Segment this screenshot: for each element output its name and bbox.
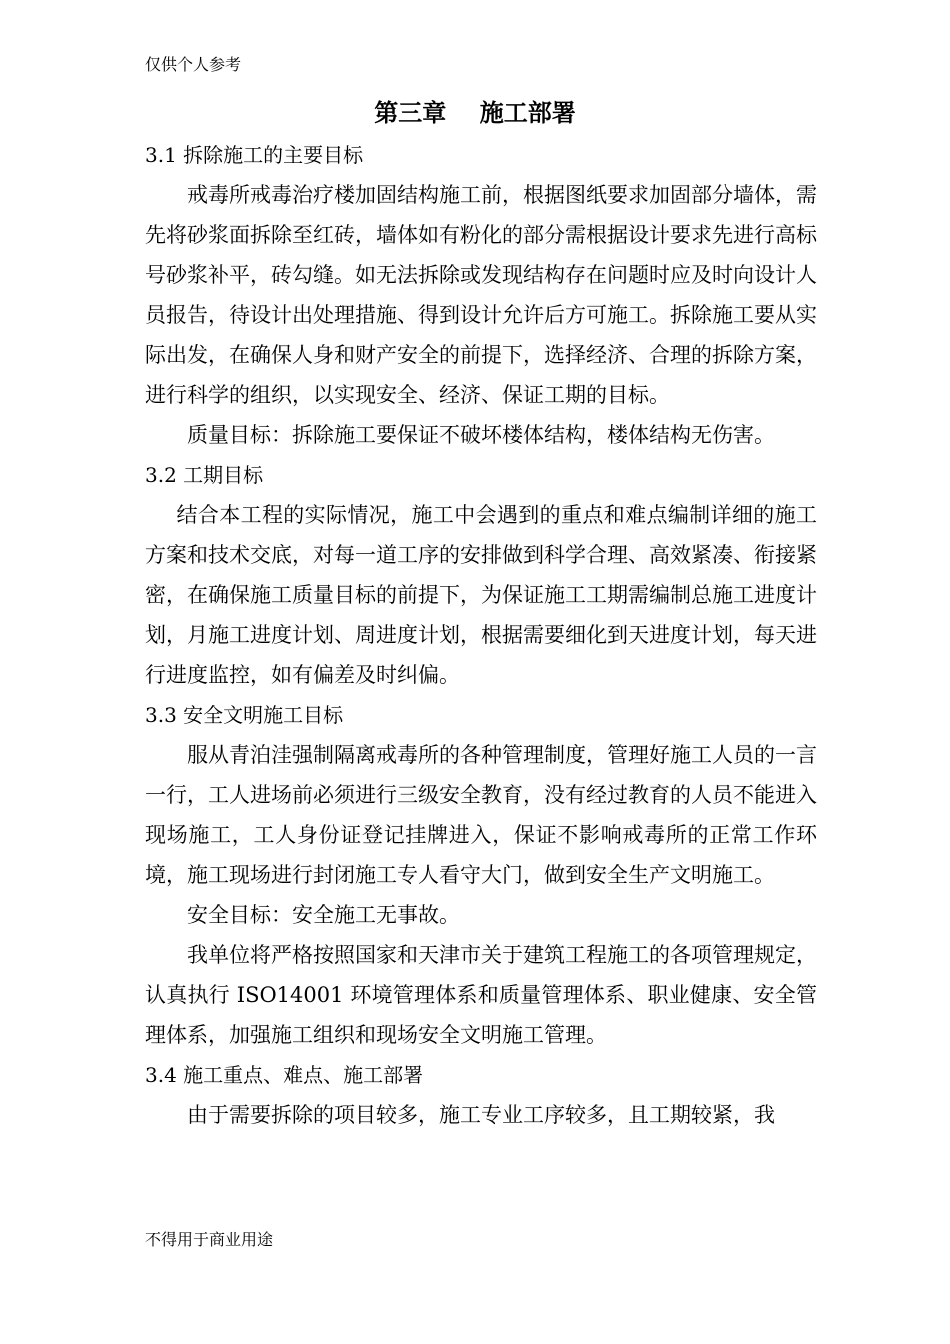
paragraph: 戒毒所戒毒治疗楼加固结构施工前，根据图纸要求加固部分墙体，需先将砂浆面拆除至红砖，墙体如有粉化的部分需根据设计要求先进行高标号砂浆补平，砖勾缝。如无法拆除或发现结构存在问题时应及时向设计人员报告，待设计出处理措施、得到设计允许后方可施工。拆除施工要从实际出发，在确保人身和财产安全的前提下，选择经济、合理的拆除方案，进行科学的组织，以实现安全、经济、保证工期的目标。: [145, 183, 817, 407]
header-note: 仅供个人参考: [145, 55, 242, 74]
paragraph: 服从青泊洼强制隔离戒毒所的各种管理制度，管理好施工人员的一言一行，工人进场前必须进行三级安全教育，没有经过教育的人员不能进入现场施工，工人身份证登记挂牌进入，保证不影响戒毒所的正常工作环境，施工现场进行封闭施工专人看守大门，做到安全生产文明施工。: [145, 743, 817, 887]
paragraph: 由于需要拆除的项目较多，施工专业工序较多，且工期较紧，我: [187, 1103, 775, 1127]
paragraph: 质量目标：拆除施工要保证不破坏楼体结构，楼体结构无伤害。: [187, 423, 775, 447]
paragraph: 安全目标：安全施工无事故。: [187, 903, 460, 927]
paragraph: 我单位将严格按照国家和天津市关于建筑工程施工的各项管理规定，认真执行 ISO14001 环境管理体系和质量管理体系、职业健康、安全管理体系，加强施工组织和现场安全文明施工管理。: [145, 943, 817, 1047]
section-heading-3-4: 3.4 施工重点、难点、施工部署: [145, 1063, 424, 1087]
section-heading-3-3: 3.3 安全文明施工目标: [145, 703, 344, 727]
section-heading-3-2: 3.2 工期目标: [145, 463, 264, 487]
paragraph: 结合本工程的实际情况，施工中会遇到的重点和难点编制详细的施工方案和技术交底，对每一道工序的安排做到科学合理、高效紧凑、衔接紧密，在确保施工质量目标的前提下，为保证施工工期需编制总施工进度计划，月施工进度计划、周进度计划，根据需要细化到天进度计划，每天进行进度监控，如有偏差及时纠偏。: [145, 503, 817, 687]
section-heading-3-1: 3.1 拆除施工的主要目标: [145, 143, 364, 167]
document-body: [145, 135, 817, 1135]
footer-note: 不得用于商业用途: [145, 1230, 274, 1249]
chapter-title: 第三章 施工部署: [374, 99, 576, 127]
